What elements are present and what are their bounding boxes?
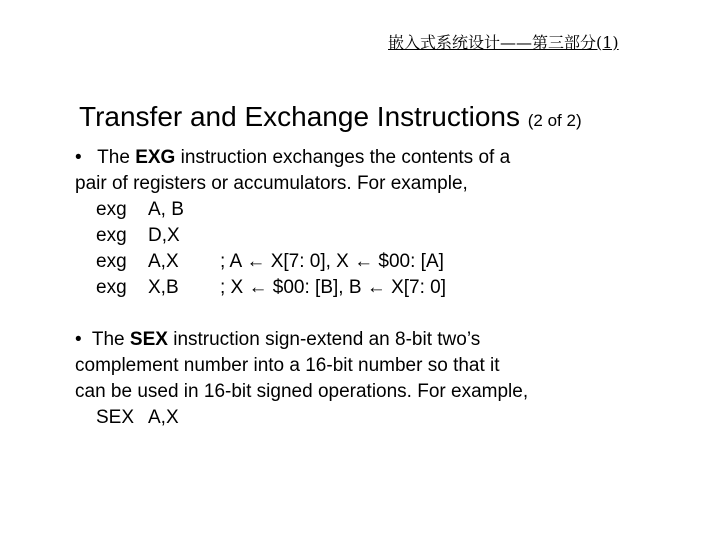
bullet-exg-line2: pair of registers or accumulators. For example,: [75, 173, 468, 194]
bullet-sex-intro: The: [91, 329, 125, 350]
slide-header: 嵌入式系统设计——第三部分(1): [388, 33, 619, 52]
title-main: Transfer and Exchange Instructions: [79, 101, 520, 132]
slide-title: [79, 101, 582, 133]
code-args: A,X: [148, 251, 179, 272]
code-args: X,B: [148, 277, 179, 298]
code-line: [75, 275, 510, 301]
bullet-exg-line1: [75, 145, 510, 171]
code-line: [75, 249, 510, 275]
code-comment: ; X ← $00: [B], B ← X[7: 0]: [220, 277, 446, 298]
code-op: exg: [96, 225, 127, 246]
code-op: exg: [96, 251, 127, 272]
code-comment: ; A ← X[7: 0], X ← $00: [A]: [220, 251, 444, 272]
bullet-sex: [75, 327, 528, 431]
code-op: SEX: [96, 407, 135, 428]
bullet-marker: •: [75, 147, 82, 168]
bullet-exg-intro: The: [97, 147, 130, 168]
code-line: [75, 405, 528, 431]
bullet-sex-line3: can be used in 16-bit signed operations. For example,: [75, 381, 529, 402]
title-suffix: (2 of 2): [527, 111, 582, 130]
code-line: [75, 223, 510, 249]
bullet-sex-line1: [75, 327, 528, 353]
bullet-exg: [75, 145, 510, 301]
code-line: [75, 197, 510, 223]
code-args: A, B: [148, 199, 184, 220]
bullet-exg-rest: instruction exchanges the contents of a: [180, 147, 511, 168]
code-op: exg: [96, 277, 127, 298]
bullet-marker: •: [75, 329, 82, 350]
keyword-exg: EXG: [135, 147, 176, 168]
code-args: A,X: [148, 407, 179, 428]
code-args: D,X: [148, 225, 180, 246]
keyword-sex: SEX: [129, 329, 168, 350]
code-op: exg: [96, 199, 127, 220]
bullet-sex-rest: instruction sign-extend an 8-bit two’s: [173, 329, 481, 350]
bullet-sex-line2: complement number into a 16-bit number so that it: [75, 355, 500, 376]
